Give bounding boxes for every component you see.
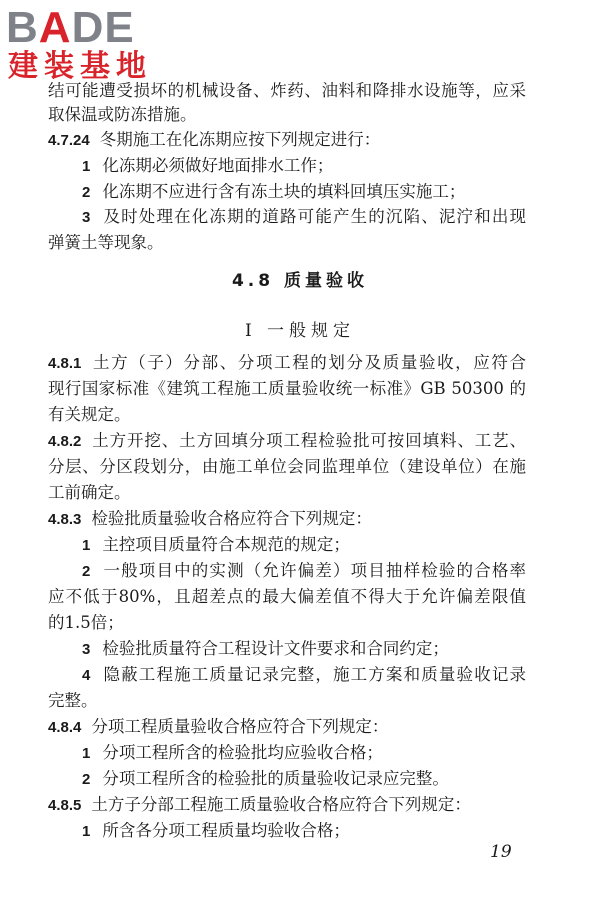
clause-4-8-4: 4.8.4 分项工程质量验收合格应符合下列规定：: [48, 717, 389, 736]
bade-logo-watermark: [6, 3, 206, 90]
clause-4-8-2: 4.8.2 土方开挖、土方回填分项工程检验批可按回填料、工艺、: [48, 431, 526, 450]
text-line: 的1.5倍；: [48, 613, 124, 632]
text-line: 应不低于80%，且超差点的最大偏差值不得大于允许偏差限值: [48, 587, 526, 606]
text-line: 弹簧土等现象。: [48, 233, 164, 252]
text-line: 工前确定。: [48, 483, 131, 502]
text-line: 完整。: [48, 691, 98, 710]
list-item: 3 检验批质量符合工程设计文件要求和合同约定；: [82, 639, 449, 658]
text-line: 取保温或防冻措施。: [48, 105, 197, 124]
subsection-title: Ⅰ 一般规定: [244, 321, 356, 341]
text-line: 分层、分区段划分，由施工单位会同监理单位（建设单位）在施: [48, 457, 526, 476]
text-line: 结可能遭受损坏的机械设备、炸药、油料和降排水设施等，应采: [48, 81, 526, 100]
list-item: 4 隐蔽工程施工质量记录完整，施工方案和质量验收记录: [82, 665, 526, 684]
list-item: 1 化冻期必须做好地面排水工作；: [82, 156, 334, 175]
logo-latin: BADE: [6, 3, 135, 52]
clause-4-8-3: 4.8.3 检验批质量验收合格应符合下列规定：: [48, 509, 372, 528]
clause-4-8-5: 4.8.5 土方子分部工程施工质量验收合格应符合下列规定：: [48, 795, 471, 814]
list-item: 1 所含各分项工程质量均验收合格；: [82, 821, 350, 840]
clause-4-8-1: 4.8.1 土方（子）分部、分项工程的划分及质量验收，应符合: [48, 353, 526, 372]
list-item: 2 分项工程所含的检验批的质量验收记录应完整。: [82, 769, 449, 788]
section-title: 4.8 质量验收: [231, 271, 369, 291]
list-item: 3 及时处理在化冻期的道路可能产生的沉陷、泥泞和出现: [82, 207, 526, 226]
list-item: 2 化冻期不应进行含有冻土块的填料回填压实施工；: [82, 182, 466, 201]
logo-chinese: 建装基地: [8, 49, 152, 84]
clause-4-7-24: 4.7.24 冬期施工在化冻期应按下列规定进行：: [48, 130, 381, 149]
list-item: 1 分项工程所含的检验批均应验收合格；: [82, 743, 383, 762]
list-item: 2 一般项目中的实测（允许偏差）项目抽样检验的合格率: [82, 561, 526, 580]
text-line: 有关规定。: [48, 405, 131, 424]
list-item: 1 主控项目质量符合本规范的规定；: [82, 535, 350, 554]
text-line: 现行国家标准《建筑工程施工质量验收统一标准》GB 50300 的: [48, 379, 526, 398]
page-number: 19: [490, 842, 512, 862]
